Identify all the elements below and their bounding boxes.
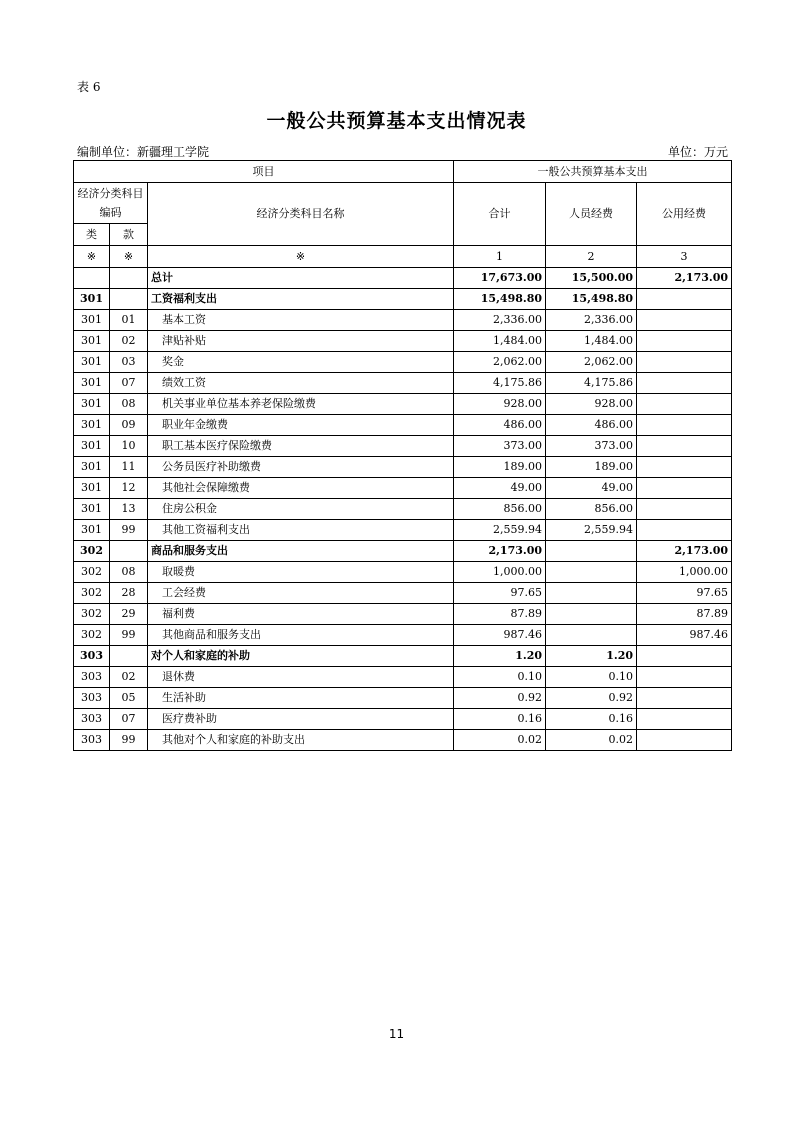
cell-name: 对个人和家庭的补助 [148, 646, 454, 667]
cell-total: 1,484.00 [454, 331, 546, 352]
cell-kuan [110, 646, 148, 667]
cell-kuan: 10 [110, 436, 148, 457]
cell-name: 绩效工资 [148, 373, 454, 394]
cell-lei: 303 [74, 688, 110, 709]
cell-kuan [110, 541, 148, 562]
col-num-1: 1 [454, 246, 546, 268]
cell-total: 1.20 [454, 646, 546, 667]
cell-personnel: 15,498.80 [546, 289, 637, 310]
header-row-4 [74, 246, 732, 268]
cell-name: 工会经费 [148, 583, 454, 604]
cell-public: 2,173.00 [637, 268, 732, 289]
cell-name: 生活补助 [148, 688, 454, 709]
cell-public [637, 373, 732, 394]
cell-public: 987.46 [637, 625, 732, 646]
cell-kuan [110, 289, 148, 310]
cell-public: 97.65 [637, 583, 732, 604]
cell-name: 取暖费 [148, 562, 454, 583]
table-row [74, 562, 732, 583]
cell-public [637, 352, 732, 373]
cell-public [637, 436, 732, 457]
cell-lei: 302 [74, 625, 110, 646]
table-row [74, 352, 732, 373]
cell-kuan: 99 [110, 730, 148, 751]
table-label: 表 6 [77, 80, 101, 94]
cell-lei: 301 [74, 499, 110, 520]
header-row-2 [74, 183, 732, 224]
table-row [74, 373, 732, 394]
cell-personnel [546, 583, 637, 604]
cell-lei: 301 [74, 373, 110, 394]
table-row [74, 646, 732, 667]
cell-total: 2,336.00 [454, 310, 546, 331]
table-row [74, 709, 732, 730]
cell-total: 1,000.00 [454, 562, 546, 583]
cell-lei: 301 [74, 436, 110, 457]
cell-personnel: 0.92 [546, 688, 637, 709]
cell-personnel: 2,062.00 [546, 352, 637, 373]
cell-lei: 301 [74, 310, 110, 331]
header-project: 项目 [74, 161, 454, 183]
cell-kuan: 07 [110, 709, 148, 730]
page-number: 11 [388, 1027, 405, 1041]
cell-kuan: 08 [110, 562, 148, 583]
header-lei: 类 [74, 224, 110, 246]
cell-lei: 301 [74, 457, 110, 478]
cell-name: 商品和服务支出 [148, 541, 454, 562]
page-title: 一般公共预算基本支出情况表 [266, 110, 527, 132]
cell-public [637, 688, 732, 709]
cell-total: 4,175.86 [454, 373, 546, 394]
mark-name: ※ [148, 246, 454, 268]
cell-name: 职业年金缴费 [148, 415, 454, 436]
header-total: 合计 [454, 183, 546, 246]
header-personnel: 人员经费 [546, 183, 637, 246]
cell-total: 97.65 [454, 583, 546, 604]
cell-name: 福利费 [148, 604, 454, 625]
table-row [74, 667, 732, 688]
table-row [74, 478, 732, 499]
cell-lei: 303 [74, 730, 110, 751]
cell-personnel [546, 541, 637, 562]
cell-lei: 301 [74, 478, 110, 499]
header-row-1 [74, 161, 732, 183]
cell-total: 189.00 [454, 457, 546, 478]
cell-kuan: 99 [110, 520, 148, 541]
cell-lei: 303 [74, 709, 110, 730]
cell-personnel: 49.00 [546, 478, 637, 499]
cell-kuan: 28 [110, 583, 148, 604]
cell-personnel: 0.10 [546, 667, 637, 688]
cell-personnel: 486.00 [546, 415, 637, 436]
header-econ-code: 经济分类科目编码 [74, 183, 148, 224]
cell-kuan: 02 [110, 667, 148, 688]
cell-personnel: 15,500.00 [546, 268, 637, 289]
cell-public [637, 646, 732, 667]
table-row [74, 604, 732, 625]
cell-public [637, 499, 732, 520]
cell-name: 其他对个人和家庭的补助支出 [148, 730, 454, 751]
compiling-unit: 编制单位：新疆理工学院 [77, 145, 210, 159]
cell-personnel: 2,336.00 [546, 310, 637, 331]
col-num-2: 2 [546, 246, 637, 268]
cell-name: 机关事业单位基本养老保险缴费 [148, 394, 454, 415]
cell-personnel [546, 562, 637, 583]
cell-public [637, 331, 732, 352]
cell-kuan: 03 [110, 352, 148, 373]
cell-name: 基本工资 [148, 310, 454, 331]
cell-name: 职工基本医疗保险缴费 [148, 436, 454, 457]
cell-lei: 301 [74, 415, 110, 436]
cell-lei: 301 [74, 520, 110, 541]
table-row [74, 436, 732, 457]
cell-total: 49.00 [454, 478, 546, 499]
cell-public [637, 478, 732, 499]
cell-kuan: 08 [110, 394, 148, 415]
cell-total: 0.92 [454, 688, 546, 709]
cell-lei: 302 [74, 541, 110, 562]
budget-table [73, 160, 732, 751]
cell-total: 928.00 [454, 394, 546, 415]
cell-name: 总计 [148, 268, 454, 289]
cell-name: 奖金 [148, 352, 454, 373]
cell-lei: 301 [74, 352, 110, 373]
table-row [74, 730, 732, 751]
mark-kuan: ※ [110, 246, 148, 268]
header-kuan: 款 [110, 224, 148, 246]
cell-total: 2,062.00 [454, 352, 546, 373]
cell-total: 987.46 [454, 625, 546, 646]
cell-public [637, 730, 732, 751]
cell-kuan [110, 268, 148, 289]
table-row [74, 394, 732, 415]
cell-total: 856.00 [454, 499, 546, 520]
cell-total: 486.00 [454, 415, 546, 436]
cell-kuan: 05 [110, 688, 148, 709]
cell-total: 0.10 [454, 667, 546, 688]
cell-total: 17,673.00 [454, 268, 546, 289]
header-public: 公用经费 [637, 183, 732, 246]
table-row [74, 457, 732, 478]
cell-total: 0.02 [454, 730, 546, 751]
cell-lei: 301 [74, 289, 110, 310]
cell-total: 87.89 [454, 604, 546, 625]
cell-name: 津贴补贴 [148, 331, 454, 352]
cell-total: 0.16 [454, 709, 546, 730]
cell-kuan: 29 [110, 604, 148, 625]
cell-total: 2,559.94 [454, 520, 546, 541]
cell-public [637, 667, 732, 688]
cell-name: 退休费 [148, 667, 454, 688]
cell-personnel: 0.16 [546, 709, 637, 730]
cell-name: 公务员医疗补助缴费 [148, 457, 454, 478]
cell-public [637, 415, 732, 436]
table-row [74, 625, 732, 646]
cell-personnel: 189.00 [546, 457, 637, 478]
header-budget-group: 一般公共预算基本支出 [454, 161, 732, 183]
cell-total: 373.00 [454, 436, 546, 457]
cell-kuan: 02 [110, 331, 148, 352]
cell-public [637, 394, 732, 415]
table-row [74, 583, 732, 604]
table-row [74, 331, 732, 352]
cell-kuan: 13 [110, 499, 148, 520]
cell-total: 15,498.80 [454, 289, 546, 310]
cell-public [637, 289, 732, 310]
cell-personnel: 856.00 [546, 499, 637, 520]
table-row [74, 499, 732, 520]
table-row [74, 520, 732, 541]
cell-personnel: 373.00 [546, 436, 637, 457]
cell-personnel [546, 625, 637, 646]
cell-lei: 302 [74, 562, 110, 583]
cell-name: 住房公积金 [148, 499, 454, 520]
cell-kuan: 12 [110, 478, 148, 499]
cell-lei: 303 [74, 646, 110, 667]
mark-lei: ※ [74, 246, 110, 268]
cell-public: 2,173.00 [637, 541, 732, 562]
cell-kuan: 01 [110, 310, 148, 331]
cell-lei: 301 [74, 394, 110, 415]
cell-personnel: 1.20 [546, 646, 637, 667]
cell-total: 2,173.00 [454, 541, 546, 562]
cell-personnel: 1,484.00 [546, 331, 637, 352]
cell-kuan: 99 [110, 625, 148, 646]
cell-personnel: 928.00 [546, 394, 637, 415]
cell-public: 87.89 [637, 604, 732, 625]
cell-public [637, 520, 732, 541]
cell-personnel [546, 604, 637, 625]
table-row [74, 688, 732, 709]
cell-public [637, 709, 732, 730]
cell-personnel: 0.02 [546, 730, 637, 751]
cell-name: 其他社会保障缴费 [148, 478, 454, 499]
cell-kuan: 09 [110, 415, 148, 436]
cell-lei: 302 [74, 604, 110, 625]
cell-lei: 301 [74, 331, 110, 352]
table-row [74, 289, 732, 310]
cell-name: 工资福利支出 [148, 289, 454, 310]
currency-unit: 单位：万元 [667, 145, 728, 159]
cell-kuan: 07 [110, 373, 148, 394]
cell-public [637, 457, 732, 478]
cell-public [637, 310, 732, 331]
cell-lei [74, 268, 110, 289]
cell-personnel: 2,559.94 [546, 520, 637, 541]
cell-name: 其他工资福利支出 [148, 520, 454, 541]
col-num-3: 3 [637, 246, 732, 268]
cell-lei: 302 [74, 583, 110, 604]
table-row [74, 268, 732, 289]
cell-name: 其他商品和服务支出 [148, 625, 454, 646]
table-row [74, 415, 732, 436]
cell-lei: 303 [74, 667, 110, 688]
table-row [74, 310, 732, 331]
table-row [74, 541, 732, 562]
cell-kuan: 11 [110, 457, 148, 478]
cell-personnel: 4,175.86 [546, 373, 637, 394]
cell-name: 医疗费补助 [148, 709, 454, 730]
cell-public: 1,000.00 [637, 562, 732, 583]
header-econ-name: 经济分类科目名称 [148, 183, 454, 246]
